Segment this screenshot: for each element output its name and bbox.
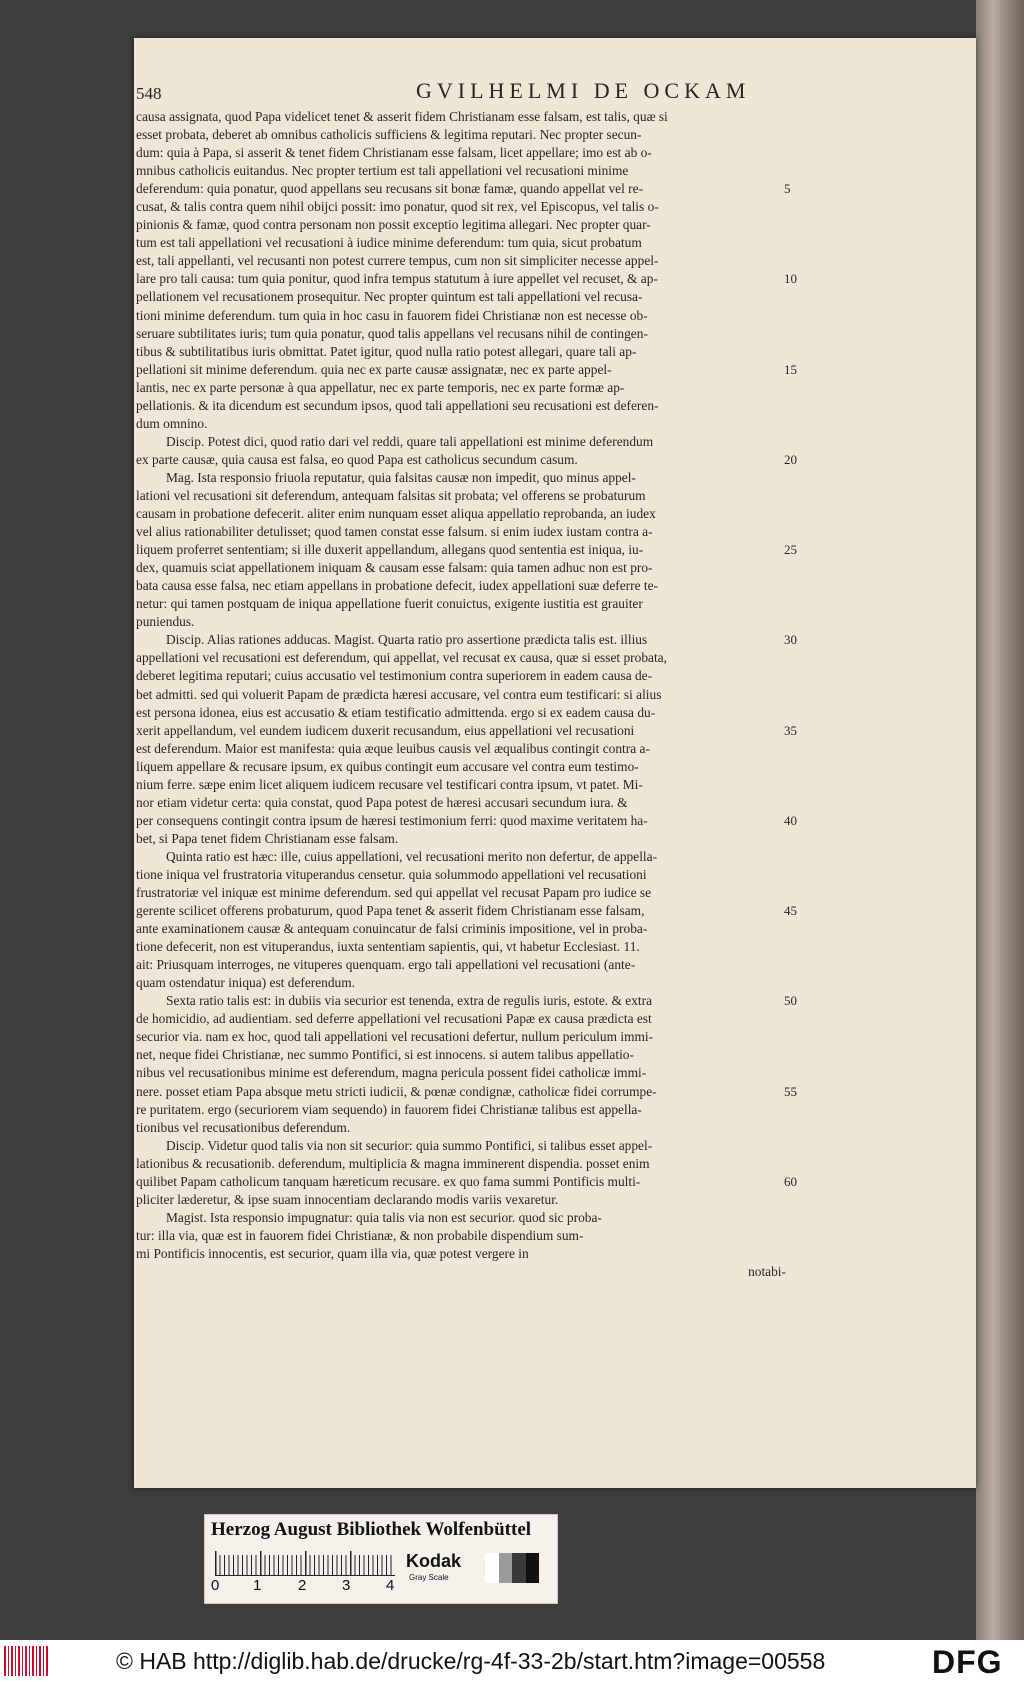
barcode-icon — [4, 1646, 48, 1676]
library-name: Herzog August Bibliothek Wolfenbüttel — [211, 1519, 532, 1540]
line-number: 25 — [784, 542, 797, 558]
ruler-digit: 2 — [298, 1577, 307, 1594]
text-line: bet, si Papa tenet fidem Christianam esse falsam. — [136, 830, 399, 846]
text-line: Discip. Videtur quod talis via non sit securior: quia summo Pontifici, si talibus esset appel- — [166, 1137, 653, 1153]
text-line: bet admitti. sed qui voluerit Papam de prædicta hæresi accusare, vel contra eum testificari: si alius — [136, 686, 662, 702]
text-line: Magist. Ista responsio impugnatur: quia talis via non est securior. quod sic proba- — [166, 1209, 602, 1225]
text-line: deferendum: quia ponatur, quod appellans seu recusans sit bonæ famæ, quando appellat vel re- — [136, 181, 644, 197]
ruler-digit: 4 — [386, 1577, 395, 1594]
text-line: Discip. Alias rationes adducas. Magist. Quarta ratio pro assertione prædicta talis est. illius — [166, 632, 648, 648]
running-title: GVILHELMI DE OCKAM — [416, 78, 751, 103]
text-line: liquem proferret sententiam; si ille duxerit appellandum, allegans quod sententia est iniqua, iu- — [136, 542, 644, 558]
text-line: nibus vel recusationibus minime est deferendum, magna pericula possent fidei catholicæ immi- — [136, 1065, 647, 1081]
text-line: ait: Priusquam interroges, ne vituperes quenquam. ergo tali appellationi vel recusationi (ante- — [136, 957, 636, 973]
text-line: quam ostendatur iniqua) est deferendum. — [136, 975, 356, 991]
line-number: 20 — [784, 451, 797, 467]
text-line: tione iniqua vel frustratoria vituperandus censetur. quia solummodo appellationi vel recusationi — [136, 866, 647, 882]
text-line: lationibus & recusationib. deferendum, multiplicia & magna imminerent dispendia. posset enim — [136, 1155, 650, 1171]
ruler-digit: 0 — [211, 1577, 220, 1594]
line-number: 45 — [784, 903, 797, 919]
text-line: lationi vel recusationi sit deferendum, antequam falsitas sit probata; vel offerens se probaturum — [136, 487, 646, 503]
text-line: re puritatem. ergo (securiorem viam sequendo) in fauorem fidei Christianæ talibus est appella- — [136, 1101, 642, 1117]
line-number: 35 — [784, 722, 797, 738]
gray-patch — [485, 1553, 499, 1583]
text-line: per consequens contingit contra ipsum de hæresi testimonium ferri: quod maxime veritatem ha- — [136, 812, 648, 828]
text-line: nere. posset etiam Papa absque metu stricti iudicii, & pœnæ condignæ, catholicæ fidei corrumpe- — [136, 1083, 657, 1099]
text-line: bata causa esse falsa, nec etiam appellans in probatione defecit, iudex appellationi suæ deferre te- — [136, 578, 659, 594]
gray-patch — [526, 1553, 540, 1583]
footer-bar — [0, 1640, 1024, 1683]
text-line: liquem appellare & recusare ipsum, ex quibus contingit eum accusare vel contra eum testimo- — [136, 758, 639, 774]
line-number: 30 — [784, 632, 797, 648]
gray-scale-label: Gray Scale — [409, 1573, 449, 1582]
text-line: tionibus vel recusationibus deferendum. — [136, 1119, 351, 1135]
text-line: dum: quia à Papa, si asserit & tenet fidem Christianam esse falsam, licet appellare; imo est ab o- — [136, 145, 652, 161]
text-line: dum omnino. — [136, 415, 208, 431]
text-line: pliciter læderetur, & ipse suam innocentiam declarando modis variis vexaretur. — [136, 1191, 559, 1207]
text-line: frustratoriæ vel iniquæ est minime deferendum. sed qui appellat vel recusat Papam pro iudice se — [136, 885, 652, 901]
text-line: gerente scilicet offerens probaturum, quod Papa tenet & asserit fidem Christianam esse falsam, — [136, 903, 645, 919]
text-line: est persona idonea, eius est accusatio & etiam testificatio admittenda. ergo si ex eadem causa du- — [136, 704, 656, 720]
text-line: ex parte causæ, quia causa est falsa, eo quod Papa est catholicus secundum casum. — [136, 451, 578, 467]
text-line: causa assignata, quod Papa videlicet tenet & asserit fidem Christianam esse falsam, est talis, quæ si — [136, 109, 668, 124]
text-line: dex, quamuis sciat appellationem iniquam & causam esse falsam: quia tamen adhuc non est pro- — [136, 560, 653, 576]
line-number: 60 — [784, 1173, 797, 1189]
text-line: puniendus. — [136, 614, 195, 630]
text-line: seruare subtilitates iuris; tum quia ponatur, quod talis appellans vel recusans nihil de contingen- — [136, 325, 648, 341]
text-line: cusat, & talis contra quem nihil obijci possit: imo ponatur, quod sit rex, vel Episcopus, vel talis o- — [136, 199, 659, 215]
text-line: ante examinationem causæ & antequam conuincatur de falsi criminis impositione, vel in proba- — [136, 921, 648, 937]
text-line: Sexta ratio talis est: in dubiis via securior est tenenda, extra de regulis iuris, estote. & extra — [166, 993, 653, 1009]
line-number: 40 — [784, 812, 797, 828]
text-line: net, neque fidei Christianæ, nec summo Pontifici, si est innocens. si autem talibus appellatio- — [136, 1047, 634, 1063]
text-line: tibus & subtilitatibus iuris obmittat. Patet igitur, quod nulla ratio potest allegari, quare tali ap- — [136, 343, 637, 359]
dfg-logo: DFG — [932, 1644, 1003, 1680]
color-target-card — [204, 1514, 558, 1604]
text-line: lare pro tali causa: tum quia ponitur, quod infra tempus statutum à iure appellet vel recuset, & ap- — [136, 271, 658, 287]
text-line: est deferendum. Maior est manifesta: quia æque leuibus causis vel æqualibus contingit contra a- — [136, 740, 650, 756]
text-line: xerit appellandum, vel eundem iudicem duxerit recusandum, eius appellationi vel recusationi — [136, 722, 635, 738]
ruler-digit: 1 — [253, 1577, 262, 1594]
text-line: notabi- — [748, 1264, 786, 1279]
line-number: 10 — [784, 271, 797, 287]
text-line: pinionis & famæ, quod contra personam non possit exceptio legitima allegari. Nec propter quar- — [136, 217, 651, 233]
text-line: netur: qui tamen postquam de iniqua appellatione fuerit conuictus, exigente iustitia est grauiter — [136, 596, 643, 612]
text-line: Quinta ratio est hæc: ille, cuius appellationi, vel recusationi merito non defertur, de appella- — [166, 848, 658, 864]
text-line: Mag. Ista responsio friuola reputatur, quia falsitas causæ non impedit, quo minus appel- — [166, 469, 636, 485]
ruler-digit: 3 — [342, 1577, 351, 1594]
text-line: quilibet Papam catholicum tanquam hæreticum recusare. ex quo fama summi Pontificis multi- — [136, 1173, 641, 1189]
text-line: de homicidio, ad audientiam. sed deferre appellationi vel recusationi Papæ ex causa prædicta est — [136, 1011, 652, 1027]
text-line: pellationi sit minime deferendum. quia nec ex parte causæ assignatæ, nec ex parte appel- — [136, 361, 612, 377]
line-number: 50 — [784, 993, 797, 1009]
text-line: nor etiam videtur certa: quia constat, quod Papa potest de hæresi accusari secundum iura. & — [136, 794, 628, 810]
gray-patch — [499, 1553, 513, 1583]
facing-page-edge — [976, 0, 1024, 1640]
text-line: tione defecerit, non est vituperandus, iuxta sententiam sapientis, qui, vt habetur Ecclesiast. 11. — [136, 939, 640, 955]
text-line: vel alius rationabiliter detulisset; quod tamen constat esse falsum. si enim iudex iustam contra a- — [136, 524, 653, 540]
text-line: appellationi vel recusationi est deferendum, qui appellat, vel recusat ex causa, quæ si esset probata, — [136, 650, 667, 666]
page-number: 548 — [136, 84, 162, 103]
text-line: deberet legitima reputari; cuius accusatio vel testimonium contra superiorem in eadem causa de- — [136, 668, 653, 684]
text-line: est, tali appellanti, vel recusanti non potest currere tempus, cum non sit simpliciter necesse appel- — [136, 253, 659, 269]
body-text — [136, 108, 786, 1281]
text-line: tioni minime deferendum. tum quia in hoc casu in fauorem fidei Christianæ non est necesse ob- — [136, 307, 648, 323]
text-line: nium ferre. sæpe enim licet aliquem iudicem recusare vel testificari contra ipsum, vt patet. Mi- — [136, 776, 643, 792]
kodak-logo: Kodak — [406, 1551, 462, 1571]
text-line: pellationis. & ita dicendum est secundum ipsos, quod tali appellationi seu recusationi est deferen- — [136, 397, 659, 413]
text-line: mnibus catholicis euitandus. Nec propter tertium est tali appellationi vel recusationi minime — [136, 163, 629, 179]
ruler-major-ticks — [215, 1551, 395, 1575]
text-line: pellationem vel recusationem prosequitur. Nec propter quintum est tali appellationi vel recusa- — [136, 289, 643, 305]
line-number: 15 — [784, 361, 797, 377]
text-line: lantis, nec ex parte personæ à qua appellatur, nec ex parte temporis, nec ex parte formæ ap- — [136, 379, 625, 395]
text-line: tum est tali appellationi vel recusationi à iudice minime deferendum: tum quia, sicut probatum — [136, 235, 642, 251]
text-line: securior via. nam ex hoc, quod tali appellationi vel recusationi defertur, nullum periculum immi- — [136, 1029, 654, 1045]
text-line: tur: illa via, quæ est in fauorem fidei Christianæ, & non probabile dispendium sum- — [136, 1227, 584, 1243]
text-line: causam in probatione defecerit. aliter enim nunquam esset aliqua appellatio reprobanda, an iudex — [136, 506, 656, 522]
text-line: mi Pontificis innocentis, est securior, quam illa via, quæ potest vergere in — [136, 1245, 529, 1261]
text-line: Discip. Potest dici, quod ratio dari vel reddi, quare tali appellationi est minime deferendum — [166, 433, 654, 449]
footer-credit: © HAB http://diglib.hab.de/drucke/rg-4f-33-2b/start.htm?image=00558 — [116, 1648, 826, 1674]
text-line: esset probata, deberet ab omnibus catholicis sufficiens & legitima reputari. Nec propter secun- — [136, 127, 642, 143]
gray-patch — [512, 1553, 526, 1583]
line-number: 5 — [784, 181, 791, 197]
gray-patches — [485, 1553, 539, 1583]
line-number: 55 — [784, 1083, 797, 1099]
